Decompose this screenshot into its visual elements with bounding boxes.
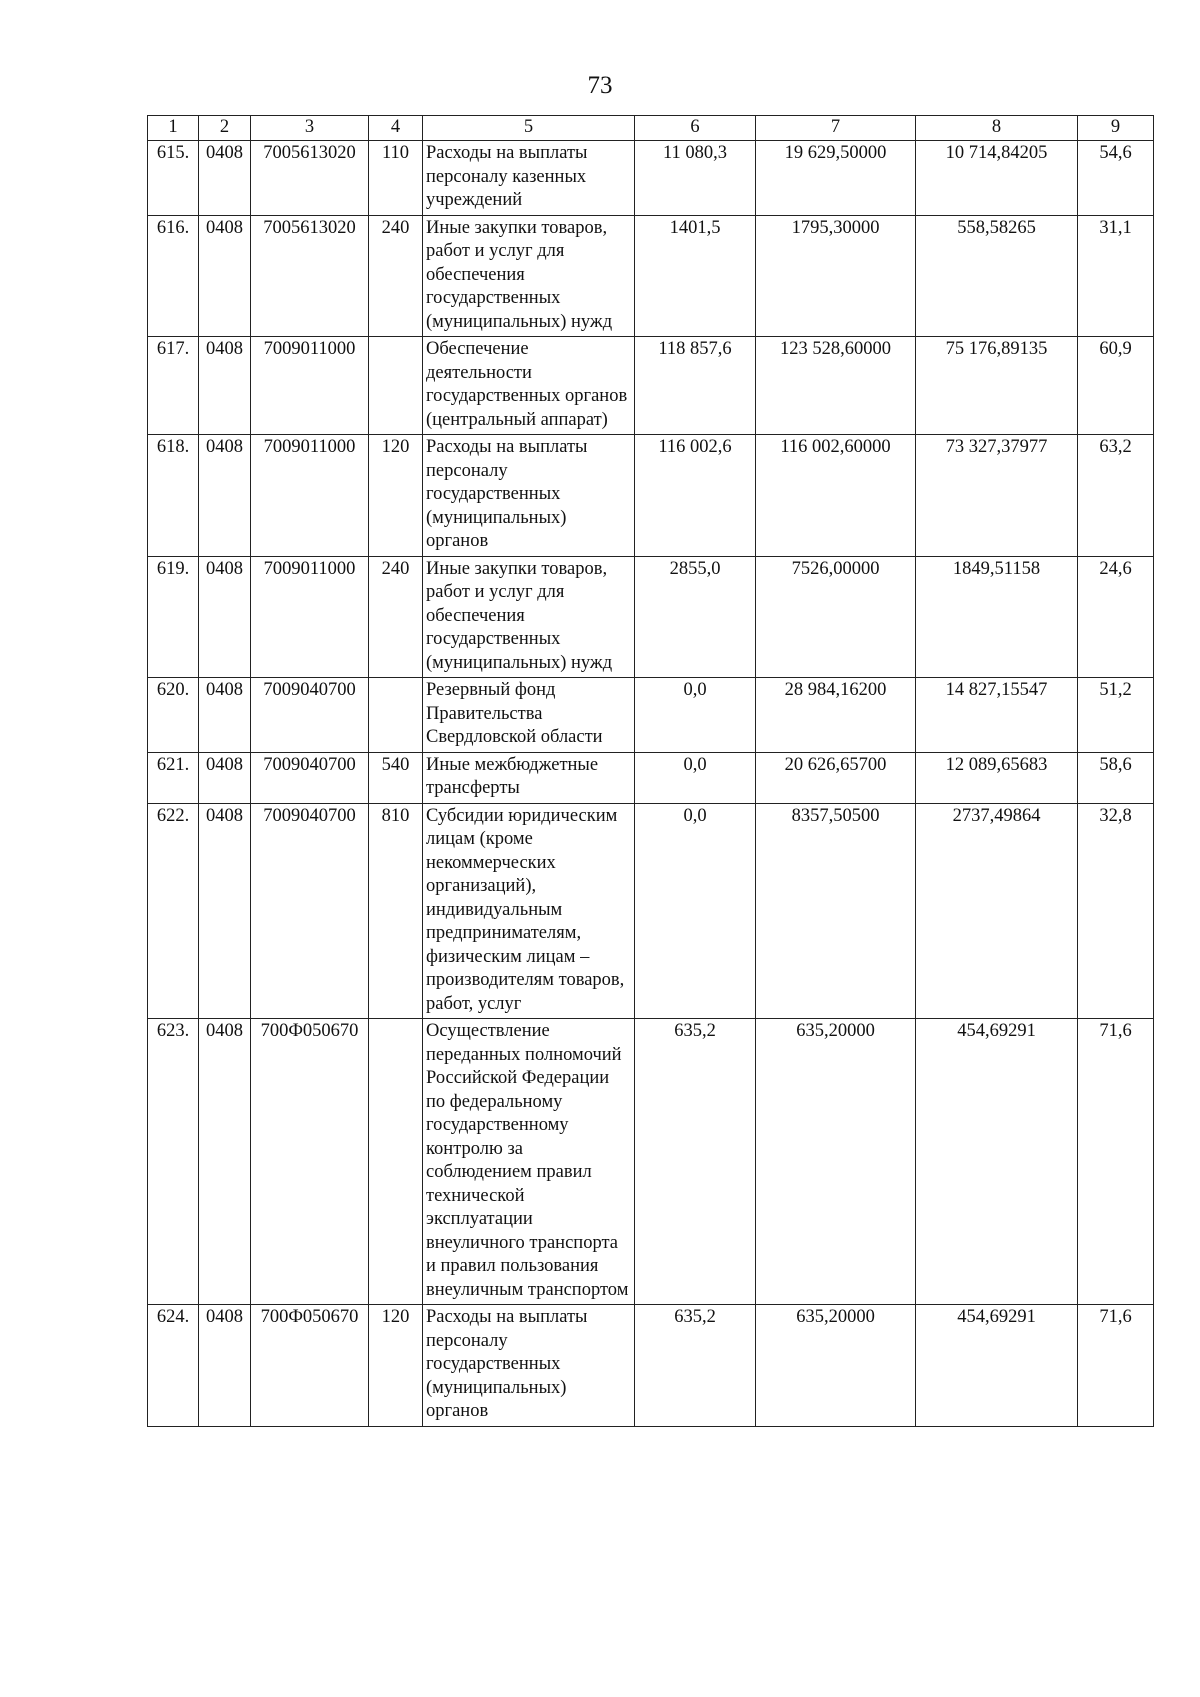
column-header: 1 xyxy=(148,116,199,141)
row-number: 623. xyxy=(148,1019,199,1305)
value-col6: 2855,0 xyxy=(635,556,756,678)
section-code: 0408 xyxy=(199,435,251,557)
expense-type: 240 xyxy=(369,556,423,678)
target-code: 7009040700 xyxy=(251,678,369,753)
value-col6: 635,2 xyxy=(635,1019,756,1305)
target-code: 7009040700 xyxy=(251,803,369,1019)
expense-type: 110 xyxy=(369,141,423,216)
section-code: 0408 xyxy=(199,337,251,435)
value-col7: 7526,00000 xyxy=(756,556,916,678)
target-code: 700Ф050670 xyxy=(251,1305,369,1427)
target-code: 7009011000 xyxy=(251,556,369,678)
expense-type xyxy=(369,678,423,753)
section-code: 0408 xyxy=(199,556,251,678)
value-col9: 71,6 xyxy=(1078,1305,1154,1427)
value-col7: 116 002,60000 xyxy=(756,435,916,557)
value-col8: 10 714,84205 xyxy=(916,141,1078,216)
target-code: 7005613020 xyxy=(251,215,369,337)
item-name: Иные закупки товаров, работ и услуг для обеспечения государственных (муниципальных) нужд xyxy=(423,215,635,337)
row-number: 616. xyxy=(148,215,199,337)
value-col9: 51,2 xyxy=(1078,678,1154,753)
expense-type: 120 xyxy=(369,1305,423,1427)
column-header: 8 xyxy=(916,116,1078,141)
table-row xyxy=(148,678,1154,753)
row-number: 619. xyxy=(148,556,199,678)
row-number: 622. xyxy=(148,803,199,1019)
value-col9: 60,9 xyxy=(1078,337,1154,435)
budget-table xyxy=(147,115,1154,1427)
table-row xyxy=(148,752,1154,803)
value-col7: 635,20000 xyxy=(756,1019,916,1305)
value-col6: 0,0 xyxy=(635,803,756,1019)
item-name: Иные закупки товаров, работ и услуг для обеспечения государственных (муниципальных) нужд xyxy=(423,556,635,678)
expense-type: 540 xyxy=(369,752,423,803)
target-code: 700Ф050670 xyxy=(251,1019,369,1305)
value-col7: 8357,50500 xyxy=(756,803,916,1019)
target-code: 7009040700 xyxy=(251,752,369,803)
value-col8: 14 827,15547 xyxy=(916,678,1078,753)
value-col8: 2737,49864 xyxy=(916,803,1078,1019)
value-col8: 454,69291 xyxy=(916,1019,1078,1305)
table-row xyxy=(148,1305,1154,1427)
value-col9: 58,6 xyxy=(1078,752,1154,803)
item-name: Обеспечение деятельности государственных органов (центральный аппарат) xyxy=(423,337,635,435)
column-header: 4 xyxy=(369,116,423,141)
value-col9: 24,6 xyxy=(1078,556,1154,678)
value-col9: 63,2 xyxy=(1078,435,1154,557)
value-col9: 32,8 xyxy=(1078,803,1154,1019)
column-header: 7 xyxy=(756,116,916,141)
value-col6: 0,0 xyxy=(635,678,756,753)
item-name: Осуществление переданных полномочий Российской Федерации по федеральному государственному контролю за соблюдением правил технической эксплуатации внеуличного транспорта и правил пользования внеуличным транспортом xyxy=(423,1019,635,1305)
section-code: 0408 xyxy=(199,803,251,1019)
value-col8: 1849,51158 xyxy=(916,556,1078,678)
item-name: Расходы на выплаты персоналу государственных (муниципальных) органов xyxy=(423,435,635,557)
expense-type xyxy=(369,337,423,435)
value-col9: 31,1 xyxy=(1078,215,1154,337)
value-col7: 19 629,50000 xyxy=(756,141,916,216)
table-row xyxy=(148,1019,1154,1305)
value-col7: 20 626,65700 xyxy=(756,752,916,803)
expense-type: 120 xyxy=(369,435,423,557)
table-row xyxy=(148,803,1154,1019)
column-header: 2 xyxy=(199,116,251,141)
table-row xyxy=(148,215,1154,337)
row-number: 615. xyxy=(148,141,199,216)
section-code: 0408 xyxy=(199,1305,251,1427)
value-col8: 75 176,89135 xyxy=(916,337,1078,435)
column-header: 9 xyxy=(1078,116,1154,141)
value-col9: 71,6 xyxy=(1078,1019,1154,1305)
item-name: Резервный фонд Правительства Свердловской области xyxy=(423,678,635,753)
value-col9: 54,6 xyxy=(1078,141,1154,216)
row-number: 617. xyxy=(148,337,199,435)
target-code: 7005613020 xyxy=(251,141,369,216)
row-number: 618. xyxy=(148,435,199,557)
item-name: Расходы на выплаты персоналу государственных (муниципальных) органов xyxy=(423,1305,635,1427)
value-col6: 635,2 xyxy=(635,1305,756,1427)
target-code: 7009011000 xyxy=(251,337,369,435)
item-name: Субсидии юридическим лицам (кроме некоммерческих организаций), индивидуальным предпринимателям, физическим лицам – производителям товаров, работ, услуг xyxy=(423,803,635,1019)
value-col6: 11 080,3 xyxy=(635,141,756,216)
value-col7: 635,20000 xyxy=(756,1305,916,1427)
column-header: 6 xyxy=(635,116,756,141)
table-row xyxy=(148,556,1154,678)
table-row xyxy=(148,435,1154,557)
value-col7: 123 528,60000 xyxy=(756,337,916,435)
column-header: 5 xyxy=(423,116,635,141)
column-header: 3 xyxy=(251,116,369,141)
value-col8: 12 089,65683 xyxy=(916,752,1078,803)
item-name: Расходы на выплаты персоналу казенных учреждений xyxy=(423,141,635,216)
value-col8: 73 327,37977 xyxy=(916,435,1078,557)
section-code: 0408 xyxy=(199,678,251,753)
row-number: 620. xyxy=(148,678,199,753)
value-col6: 0,0 xyxy=(635,752,756,803)
item-name: Иные межбюджетные трансферты xyxy=(423,752,635,803)
table-row xyxy=(148,337,1154,435)
section-code: 0408 xyxy=(199,141,251,216)
expense-type: 810 xyxy=(369,803,423,1019)
table-header-row xyxy=(148,116,1154,141)
expense-type: 240 xyxy=(369,215,423,337)
row-number: 621. xyxy=(148,752,199,803)
page-number: 73 xyxy=(587,72,613,99)
row-number: 624. xyxy=(148,1305,199,1427)
value-col7: 1795,30000 xyxy=(756,215,916,337)
value-col6: 116 002,6 xyxy=(635,435,756,557)
value-col6: 118 857,6 xyxy=(635,337,756,435)
section-code: 0408 xyxy=(199,1019,251,1305)
target-code: 7009011000 xyxy=(251,435,369,557)
value-col7: 28 984,16200 xyxy=(756,678,916,753)
section-code: 0408 xyxy=(199,752,251,803)
value-col8: 454,69291 xyxy=(916,1305,1078,1427)
value-col6: 1401,5 xyxy=(635,215,756,337)
value-col8: 558,58265 xyxy=(916,215,1078,337)
expense-type xyxy=(369,1019,423,1305)
table-row xyxy=(148,141,1154,216)
section-code: 0408 xyxy=(199,215,251,337)
